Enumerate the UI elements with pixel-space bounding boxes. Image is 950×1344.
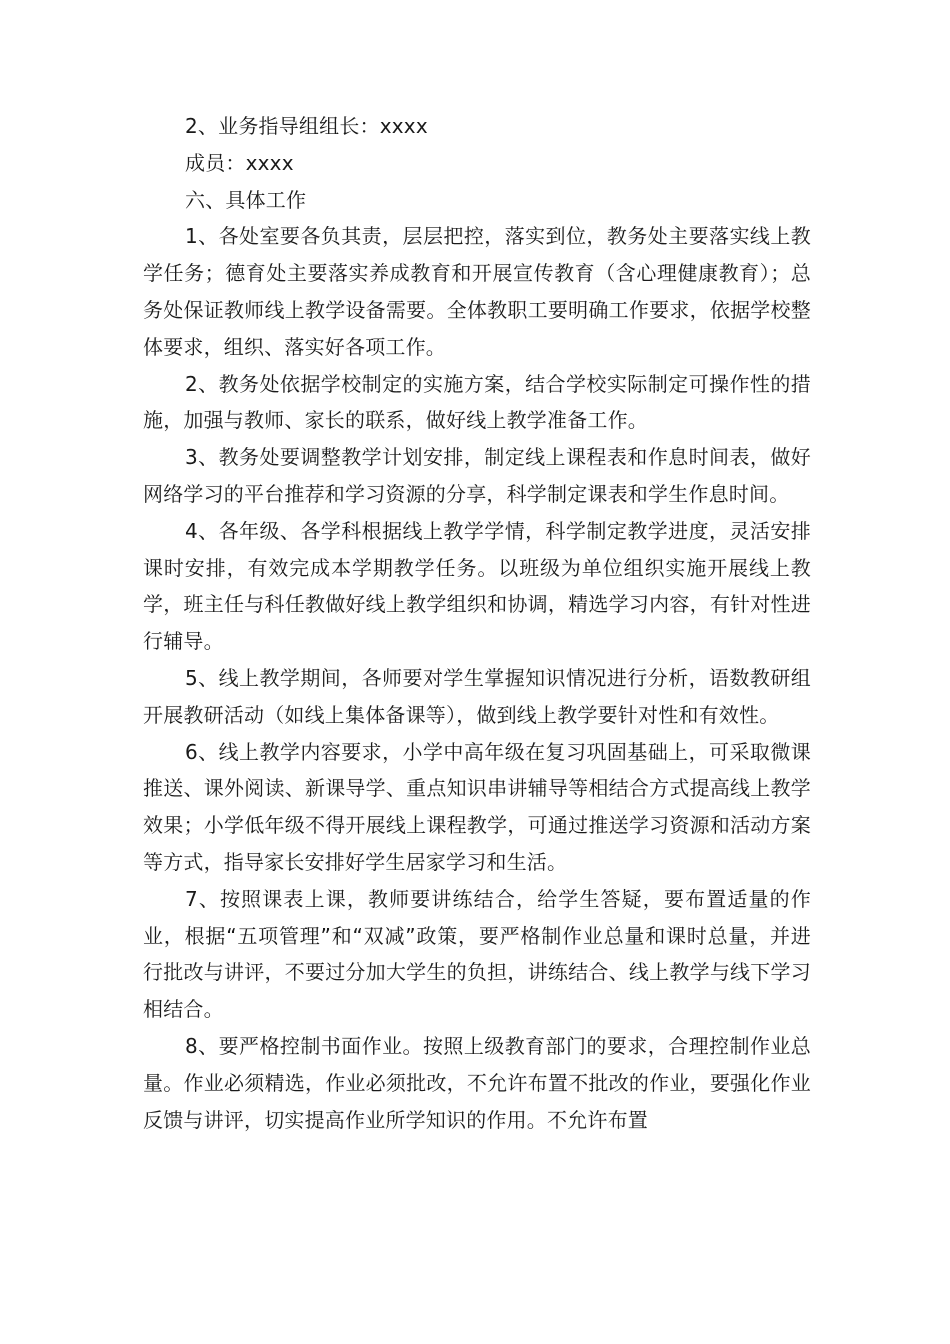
document-body [143, 108, 811, 1138]
paragraph-2: 2、教务处依据学校制定的实施方案，结合学校实际制定可操作性的措施，加强与教师、家长的联系，做好线上教学准备工作。 [143, 371, 811, 433]
members-line: 成员：xxxx [185, 150, 294, 175]
guidance-group-leader-line: 2、业务指导组组长：xxxx [185, 114, 428, 138]
paragraph-7: 7、按照课表上课，教师要讲练结合，给学生答疑，要布置适量的作业，根据“五项管理”和“双减”政策，要严格制作业总量和课时总量，并进行批改与讲评，不要过分加大学生的负担，讲练结合、线上教学与线下学习相结合。 [143, 886, 811, 1022]
section-heading: 六、具体工作 [185, 187, 307, 212]
paragraph-4: 4、各年级、各学科根据线上教学学情，科学制定教学进度，灵活安排课时安排，有效完成本学期教学任务。以班级为单位组织实施开展线上教学，班主任与科任教做好线上教学组织和协调，精选学习内容，有针对性进行辅导。 [143, 518, 811, 654]
paragraph-1: 1、各处室要各负其责，层层把控，落实到位，教务处主要落实线上教学任务；德育处主要落实养成教育和开展宣传教育（含心理健康教育）；总务处保证教师线上教学设备需要。全体教职工要明确工作要求，依据学校整体要求，组织、落实好各项工作。 [143, 224, 811, 359]
paragraph-8: 8、要严格控制书面作业。按照上级教育部门的要求，合理控制作业总量。作业必须精选，作业必须批改，不允许布置不批改的作业，要强化作业反馈与讲评，切实提高作业所学知识的作用。不允许布置 [143, 1033, 811, 1132]
paragraph-6: 6、线上教学内容要求，小学中高年级在复习巩固基础上，可采取微课推送、课外阅读、新课导学、重点知识串讲辅导等相结合方式提高线上教学效果；小学低年级不得开展线上课程教学，可通过推送学习资源和活动方案等方式，指导家长安排好学生居家学习和生活。 [143, 739, 811, 874]
paragraph-3: 3、教务处要调整教学计划安排，制定线上课程表和作息时间表，做好网络学习的平台推荐和学习资源的分享，科学制定课表和学生作息时间。 [143, 445, 811, 506]
paragraph-5: 5、线上教学期间，各师要对学生掌握知识情况进行分析，语数教研组开展教研活动（如线上集体备课等），做到线上教学要针对性和有效性。 [143, 665, 811, 727]
